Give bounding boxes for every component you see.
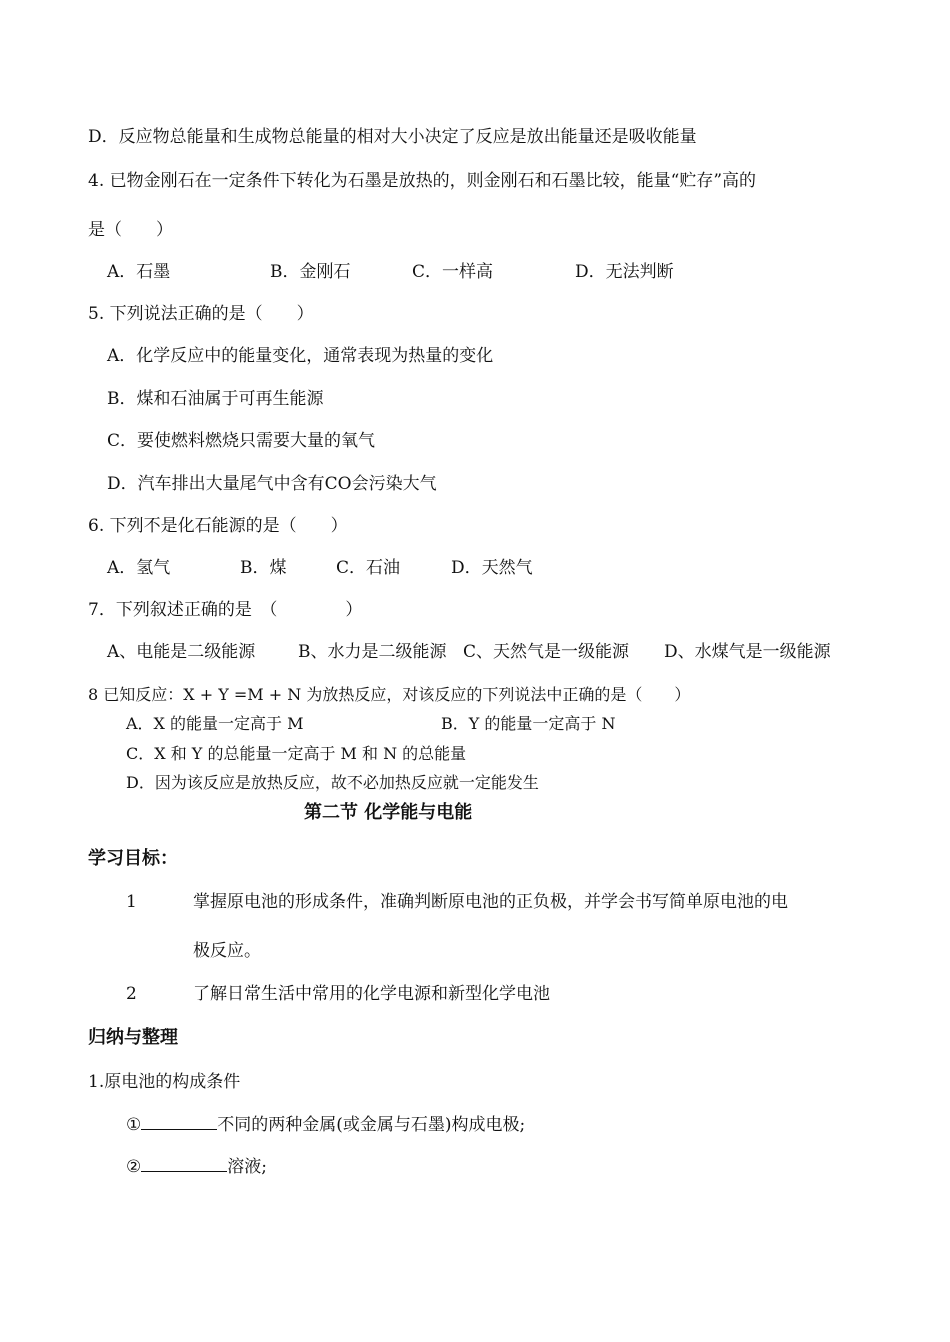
q4-stem-line1: 4. 已物金刚石在一定条件下转化为石墨是放热的，则金刚石和石墨比较，能量“贮存”高的 — [88, 171, 757, 191]
goals-heading: 学习目标： — [88, 848, 178, 869]
q8-option-d: D．因为该反应是放热反应，故不必加热反应就一定能发生 — [126, 773, 539, 792]
q5-option-a: A．化学反应中的能量变化，通常表现为热量的变化 — [107, 346, 494, 366]
q7-option-d: D、水煤气是一级能源 — [664, 642, 831, 662]
q7-option-b: B、水力是二级能源 — [298, 642, 447, 662]
condition-2-blank[interactable] — [141, 1155, 227, 1172]
q6-option-c: C．石油 — [336, 558, 401, 578]
q6-option-a: A．氢气 — [107, 558, 171, 578]
q5-stem: 5. 下列说法正确的是（ ） — [88, 304, 314, 324]
q6-stem: 6. 下列不是化石能源的是（ ） — [88, 516, 348, 536]
q8-option-a: A．X 的能量一定高于 M — [126, 714, 304, 733]
q4-option-d: D．无法判断 — [575, 262, 674, 282]
condition-1 — [126, 1113, 525, 1137]
condition-2-marker: ② — [126, 1157, 142, 1177]
goal-text-2: 了解日常生活中常用的化学电源和新型化学电池 — [193, 984, 550, 1004]
condition-1-blank[interactable] — [141, 1113, 217, 1130]
goal-text-1-line2: 极反应。 — [193, 941, 261, 961]
q5-option-d: D．汽车排出大量尾气中含有CO会污染大气 — [107, 474, 437, 494]
goal-number-2: 2 — [126, 984, 137, 1004]
q4-option-c: C．一样高 — [412, 262, 494, 282]
section-title: 第二节 化学能与电能 — [304, 802, 473, 823]
goal-number-1: 1 — [126, 892, 137, 912]
q7-stem: 7．下列叙述正确的是 （ ） — [88, 600, 363, 620]
q3-option-d: D．反应物总能量和生成物总能量的相对大小决定了反应是放出能量还是吸收能量 — [88, 127, 697, 147]
condition-2-text: 溶液; — [227, 1157, 267, 1177]
q5-option-b: B．煤和石油属于可再生能源 — [107, 389, 324, 409]
summary-heading: 归纳与整理 — [88, 1027, 178, 1048]
q8-stem: 8 已知反应：X + Y =M + N 为放热反应，对该反应的下列说法中正确的是（ ） — [88, 685, 691, 704]
q4-option-b: B．金刚石 — [270, 262, 351, 282]
q5-option-c: C．要使燃料燃烧只需要大量的氧气 — [107, 431, 376, 451]
q7-option-a: A、电能是二级能源 — [107, 642, 256, 662]
goal-text-1-line1: 掌握原电池的形成条件，准确判断原电池的正负极，并学会书写简单原电池的电 — [193, 892, 788, 912]
condition-2 — [126, 1155, 267, 1179]
q6-option-d: D．天然气 — [451, 558, 533, 578]
q6-option-b: B．煤 — [240, 558, 287, 578]
condition-1-marker: ① — [126, 1115, 142, 1135]
q4-stem-line2: 是（ ） — [88, 220, 173, 240]
item-1-heading: 1.原电池的构成条件 — [88, 1072, 241, 1092]
q8-option-c: C．X 和 Y 的总能量一定高于 M 和 N 的总能量 — [126, 744, 467, 763]
q7-option-c: C、天然气是一级能源 — [463, 642, 630, 662]
q8-option-b: B．Y 的能量一定高于 N — [441, 714, 616, 733]
q4-option-a: A．石墨 — [107, 262, 171, 282]
condition-1-text: 不同的两种金属(或金属与石墨)构成电极; — [217, 1115, 526, 1135]
